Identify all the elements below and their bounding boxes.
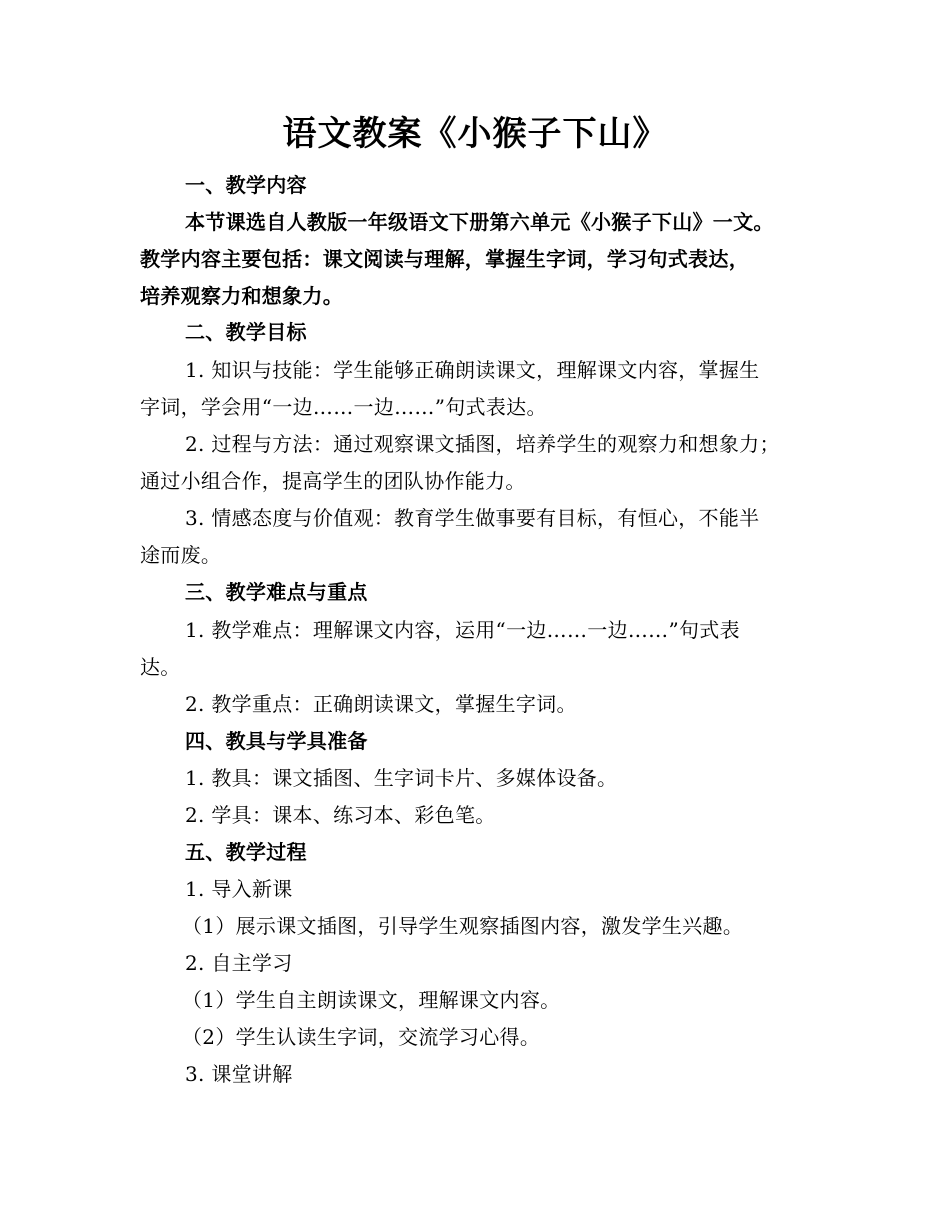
- section-heading-objectives: 二、教学目标: [185, 320, 307, 344]
- list-item-line: 2. 自主学习: [185, 951, 293, 975]
- list-item-line: 2. 学具：课本、练习本、彩色笔。: [185, 803, 496, 827]
- section-heading-process: 五、教学过程: [185, 840, 307, 864]
- list-item-line: （1）学生自主朗读课文，理解课文内容。: [182, 988, 561, 1012]
- list-item-line: 3. 课堂讲解: [185, 1062, 293, 1086]
- list-item-line: 达。: [140, 655, 181, 679]
- list-item-line: 3. 情感态度与价值观：教育学生做事要有目标，有恒心，不能半: [185, 506, 760, 530]
- list-item-line: 1. 知识与技能：学生能够正确朗读课文，理解课文内容，掌握生: [185, 358, 760, 382]
- section-heading-content: 一、教学内容: [185, 173, 307, 197]
- list-item-line: 1. 教学难点：理解课文内容，运用“一边……一边……”句式表: [185, 618, 740, 642]
- list-item-line: （1）展示课文插图，引导学生观察插图内容，激发学生兴趣。: [182, 914, 744, 938]
- list-item-line: 2. 教学重点：正确朗读课文，掌握生字词。: [185, 692, 577, 716]
- paragraph-line: 教学内容主要包括：课文阅读与理解，掌握生字词，学习句式表达，: [140, 247, 749, 271]
- list-item-line: 通过小组合作，提高学生的团队协作能力。: [140, 469, 526, 493]
- paragraph-line: 培养观察力和想象力。: [140, 284, 343, 308]
- list-item-line: 2. 过程与方法：通过观察课文插图，培养学生的观察力和想象力；: [185, 432, 780, 456]
- list-item-line: 字词，学会用“一边……一边……”句式表达。: [140, 395, 547, 419]
- paragraph-line: 本节课选自人教版一年级语文下册第六单元《小猴子下山》一文。: [185, 210, 774, 234]
- list-item-line: 1. 教具：课文插图、生字词卡片、多媒体设备。: [185, 766, 618, 790]
- list-item-line: 途而废。: [140, 543, 222, 567]
- list-item-line: （2）学生认读生字词，交流学习心得。: [182, 1025, 541, 1049]
- section-heading-materials: 四、教具与学具准备: [185, 729, 368, 753]
- document-title: 语文教案《小猴子下山》: [282, 114, 668, 154]
- section-heading-difficulties: 三、教学难点与重点: [185, 580, 368, 604]
- list-item-line: 1. 导入新课: [185, 877, 293, 901]
